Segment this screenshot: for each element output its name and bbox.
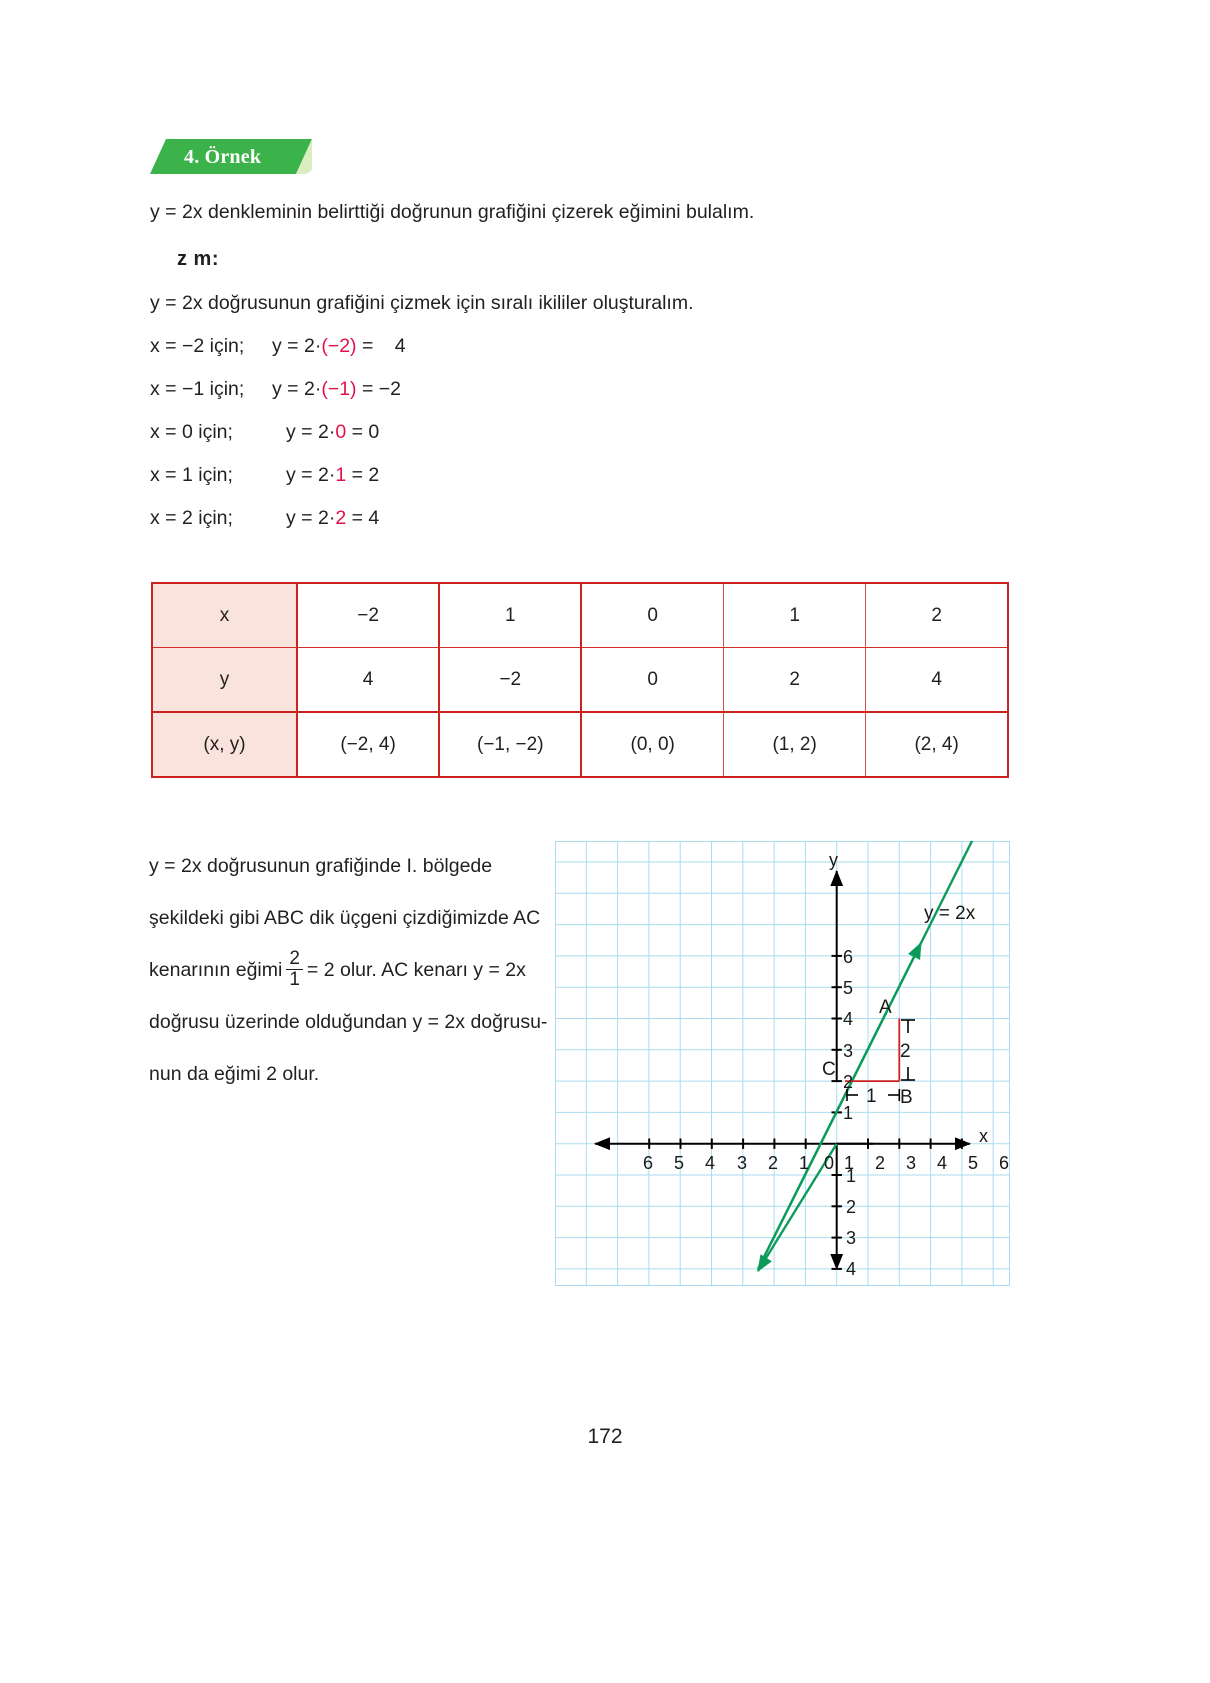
x-tick-neg-6: 6 — [643, 1153, 654, 1173]
table-cell: 1 — [724, 583, 866, 648]
run-length-label: 1 — [866, 1086, 877, 1107]
equation-prefix: y = 2· — [272, 378, 322, 400]
equation-lhs: x = −2 için; — [150, 335, 245, 357]
equation-operator: = — [351, 464, 363, 486]
table-cell: 2 — [724, 648, 866, 713]
table-row-label: y — [152, 648, 297, 713]
equation-prefix: y = 2· — [286, 464, 336, 486]
x-tick-pos-4: 4 — [937, 1153, 948, 1173]
table-cell: −2 — [439, 648, 581, 713]
example-banner — [150, 139, 312, 174]
equation-highlight: 1 — [335, 464, 347, 486]
y-tick-neg-3: 3 — [846, 1228, 857, 1248]
x-tick-pos-3: 3 — [906, 1153, 917, 1173]
x-tick-pos-5: 5 — [968, 1153, 979, 1173]
table-cell: 1 — [439, 583, 581, 648]
setup-line: y = 2x doğrusunun grafiğini çizmek için sıralı ikililer oluşturalım. — [150, 292, 694, 314]
paragraph-line-4: doğrusu üzerinde olduğundan y = 2x doğrusu- — [149, 1011, 548, 1033]
y-tick-pos-6: 6 — [843, 947, 854, 967]
equation-rhs — [272, 464, 379, 487]
equation-row-2 — [150, 378, 401, 401]
fraction-numerator: 2 — [289, 948, 300, 970]
origin-label: 0 — [824, 1153, 835, 1173]
equation-result: 4 — [394, 335, 406, 357]
equation-lhs: x = −1 için; — [150, 378, 245, 400]
y-tick-pos-4: 4 — [843, 1009, 854, 1029]
graph-svg — [555, 841, 1010, 1286]
coordinate-graph — [555, 841, 1010, 1286]
function-line-label: y = 2x — [924, 903, 976, 924]
equation-prefix: y = 2· — [286, 507, 336, 529]
paragraph-line-3 — [149, 944, 537, 996]
equation-row-1 — [150, 335, 406, 358]
example-banner-label: 4. Örnek — [184, 146, 262, 168]
table-row — [152, 648, 1008, 713]
solution-heading: z m: — [177, 248, 219, 270]
equation-highlight: (−2) — [321, 335, 357, 357]
x-axis-label: x — [979, 1126, 988, 1146]
equation-rhs — [272, 378, 401, 401]
equation-prefix: y = 2· — [272, 335, 322, 357]
slope-fraction — [286, 949, 303, 990]
paragraph-line-5: nun da eğimi 2 olur. — [149, 1063, 320, 1085]
paragraph-line-1: y = 2x doğrusunun grafiğinde I. bölgede — [149, 855, 493, 877]
equation-lhs: x = 2 için; — [150, 507, 233, 529]
y-tick-neg-2: 2 — [846, 1197, 857, 1217]
table-cell: 0 — [581, 648, 723, 713]
rise-length-label: 2 — [900, 1041, 911, 1062]
equation-rhs — [272, 335, 406, 358]
equation-row-4 — [150, 464, 379, 487]
equation-result: 0 — [368, 421, 380, 443]
table-cell: 2 — [866, 583, 1008, 648]
table-cell: (−2, 4) — [297, 712, 439, 777]
x-tick-pos-1: 1 — [844, 1153, 855, 1173]
table-cell: (−1, −2) — [439, 712, 581, 777]
equation-highlight: 2 — [335, 507, 347, 529]
x-tick-pos-2: 2 — [875, 1153, 886, 1173]
y-tick-pos-2: 2 — [843, 1072, 854, 1092]
y-tick-pos-1: 1 — [843, 1103, 854, 1123]
value-table — [151, 582, 1009, 778]
equation-operator: = — [361, 378, 374, 400]
point-b-label: B — [900, 1087, 913, 1108]
intro-line: y = 2x denkleminin belirttiği doğrunun grafiğini çizerek eğimini bulalım. — [150, 201, 755, 223]
table-row — [152, 712, 1008, 777]
table-cell: −2 — [297, 583, 439, 648]
x-tick-neg-2: 2 — [768, 1153, 779, 1173]
equation-highlight: 0 — [335, 421, 347, 443]
x-tick-neg-3: 3 — [737, 1153, 748, 1173]
paragraph-line-3-pre: kenarının eğimi — [149, 959, 283, 981]
y-tick-pos-3: 3 — [843, 1041, 854, 1061]
x-tick-neg-1: 1 — [799, 1153, 810, 1173]
table-cell: (1, 2) — [724, 712, 866, 777]
explanation-paragraph — [149, 840, 548, 1100]
table-row — [152, 583, 1008, 648]
table-cell: 0 — [581, 583, 723, 648]
equation-operator: = — [351, 507, 363, 529]
point-c-label: C — [822, 1059, 836, 1080]
table-cell: 4 — [297, 648, 439, 713]
equation-row-3 — [150, 421, 379, 444]
x-tick-neg-5: 5 — [674, 1153, 685, 1173]
equation-highlight: (−1) — [321, 378, 357, 400]
equation-result: −2 — [378, 378, 402, 400]
equation-result: 2 — [368, 464, 380, 486]
y-axis-label: y — [829, 850, 838, 870]
fraction-denominator: 1 — [286, 969, 303, 990]
table-cell: (0, 0) — [581, 712, 723, 777]
equation-lhs: x = 0 için; — [150, 421, 233, 443]
equation-row-5 — [150, 507, 379, 530]
equation-result: 4 — [368, 507, 380, 529]
equation-operator: = — [351, 421, 363, 443]
equation-prefix: y = 2· — [286, 421, 336, 443]
equation-operator: = — [361, 335, 374, 357]
table-cell: (2, 4) — [866, 712, 1008, 777]
paragraph-line-3-post: = 2 olur. AC kenarı y = 2x — [306, 959, 526, 981]
table-row-label: x — [152, 583, 297, 648]
table-row-label: (x, y) — [152, 712, 297, 777]
equation-rhs — [272, 421, 379, 444]
page-number: 172 — [587, 1425, 623, 1448]
paragraph-line-2: şekildeki gibi ABC dik üçgeni çizdiğimizde AC — [149, 907, 541, 929]
y-tick-neg-4: 4 — [846, 1259, 857, 1279]
equation-rhs — [272, 507, 379, 530]
point-a-label: A — [879, 997, 892, 1018]
x-tick-pos-6: 6 — [999, 1153, 1010, 1173]
equation-lhs: x = 1 için; — [150, 464, 233, 486]
x-tick-neg-4: 4 — [705, 1153, 716, 1173]
table-cell: 4 — [866, 648, 1008, 713]
y-tick-pos-5: 5 — [843, 978, 854, 998]
y-tick-neg-1: 1 — [846, 1166, 857, 1186]
